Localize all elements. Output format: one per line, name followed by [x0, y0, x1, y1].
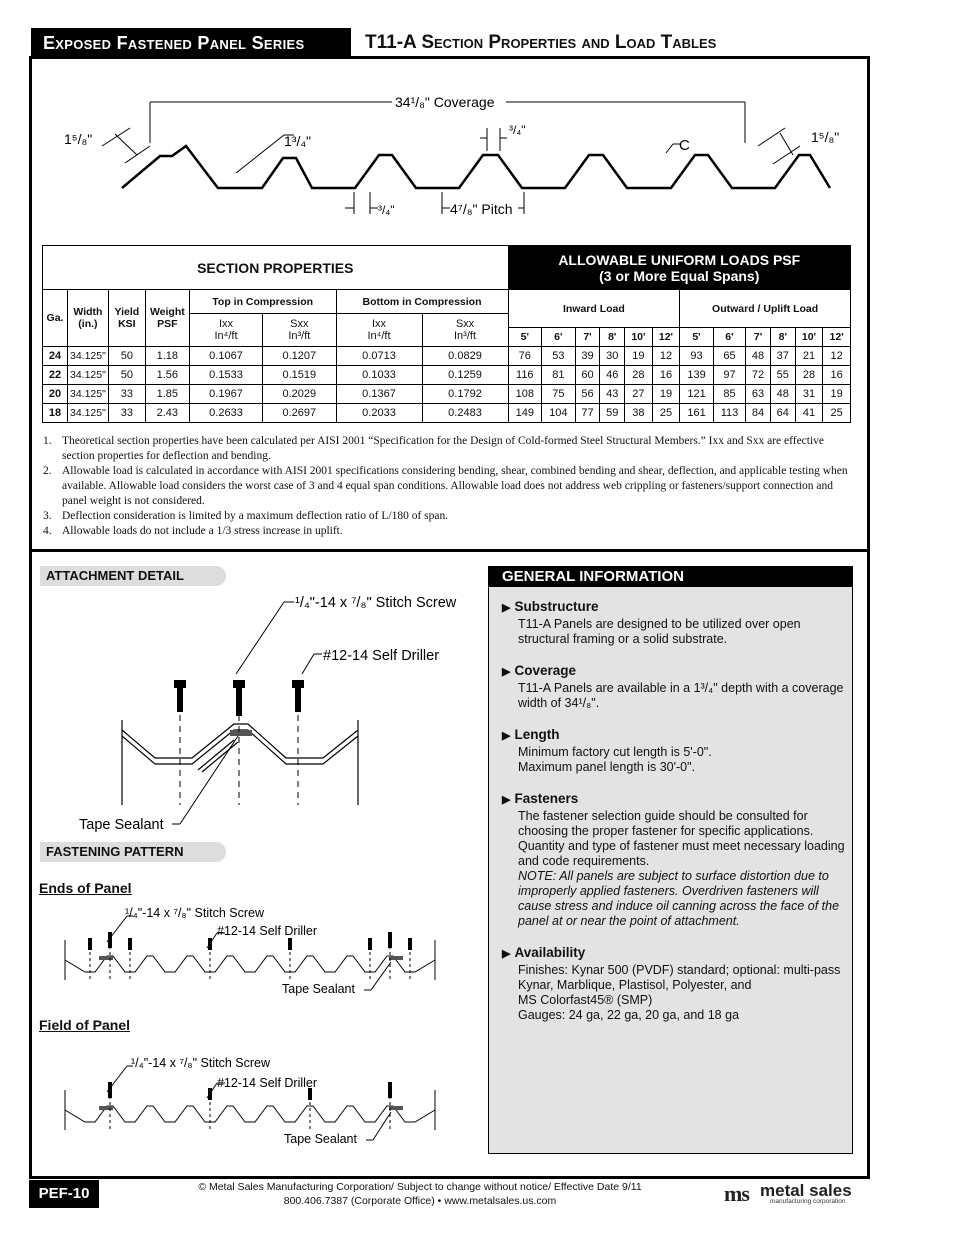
span-header: 8': [600, 328, 625, 347]
cell-width: 34.125": [68, 347, 109, 366]
cell-inward: 104: [542, 404, 576, 423]
cell-outward: 48: [770, 385, 795, 404]
section-properties-table: [42, 245, 851, 423]
general-info-text: Finishes: Kynar 500 (PVDF) standard; optional: multi-pass Kynar, Marblique, Plastisol, Polyester, and: [518, 963, 841, 992]
ixx-top-head: Ixx In⁴/ft: [189, 314, 262, 347]
web-label: 1³/₄": [284, 133, 312, 149]
span-header: 5': [508, 328, 542, 347]
cell-ixx-bot: 0.2033: [336, 404, 422, 423]
self-driller-label: #12-14 Self Driller: [323, 648, 440, 664]
general-info-section: [502, 662, 847, 711]
cell-inward: 25: [652, 404, 680, 423]
note-item: 4. Allowable loads do not include a 1/3 stress increase in uplift.: [43, 525, 343, 537]
cell-outward: 63: [746, 385, 771, 404]
triangle-icon: ▶: [502, 948, 511, 960]
profile-line: [122, 146, 830, 188]
general-info-heading: ▶ Fasteners: [502, 791, 579, 806]
cell-ixx-top: 0.1067: [189, 347, 262, 366]
cell-outward: 25: [823, 404, 851, 423]
table-row: [43, 385, 851, 404]
cell-yield: 33: [108, 404, 145, 423]
col-weight: Weight PSF: [145, 290, 189, 347]
general-info-text: Maximum panel length is 30'-0".: [518, 760, 696, 774]
general-info-note: NOTE: All panels are subject to surface distortion due to improperly applied fasteners. Overdriven fasteners will cause stress and induce oil canning across the face of the panel at or near the point of attachment.: [518, 869, 840, 928]
cell-ixx-top: 0.1967: [189, 385, 262, 404]
table-row: [43, 366, 851, 385]
triangle-icon: ▶: [502, 794, 511, 806]
cell-outward: 12: [823, 347, 851, 366]
general-info-text: Minimum factory cut length is 5'-0".: [518, 745, 712, 759]
cell-inward: 75: [542, 385, 576, 404]
general-info-section: [502, 726, 847, 775]
cell-outward: 65: [713, 347, 745, 366]
cell-outward: 84: [746, 404, 771, 423]
general-info-text: T11-A Panels are available in a 1³/₄" depth with a coverage width of 34¹/₈".: [518, 681, 844, 710]
cell-sxx-top: 0.2029: [263, 385, 336, 404]
metal-sales-logo: ms metal sales manufacturing corporation: [724, 1181, 852, 1206]
span-header: 12': [823, 328, 851, 347]
cell-inward: 77: [575, 404, 600, 423]
ends-of-panel-label: Ends of Panel: [39, 880, 132, 896]
cell-sxx-bot: 0.1259: [422, 366, 508, 385]
col-yield: Yield KSI: [108, 290, 145, 347]
page-number: PEF-10: [29, 1180, 99, 1208]
cell-inward: 28: [625, 366, 653, 385]
cell-width: 34.125": [68, 385, 109, 404]
cell-sxx-bot: 0.1792: [422, 385, 508, 404]
field-of-panel-diagram: [55, 1050, 455, 1160]
cell-ixx-bot: 0.0713: [336, 347, 422, 366]
cell-sxx-top: 0.1519: [263, 366, 336, 385]
general-info-text: T11-A Panels are designed to be utilized over open structural framing or a solid substrate.: [518, 617, 801, 646]
general-info-heading: ▶ Length: [502, 727, 560, 742]
col-ga: Ga.: [43, 290, 68, 347]
pitch-label: 4⁷/₈" Pitch: [450, 201, 513, 217]
series-title: Exposed Fastened Panel Series: [31, 28, 351, 58]
cell-outward: 113: [713, 404, 745, 423]
general-info-title: GENERAL INFORMATION: [488, 566, 853, 587]
general-info-text: Gauges: 24 ga, 22 ga, 20 ga, and 18 ga: [518, 1008, 740, 1022]
span-header: 12': [652, 328, 680, 347]
tape-sealant-label: Tape Sealant: [79, 817, 164, 833]
contact-line: 800.406.7387 (Corporate Office) • www.metalsales.us.com: [283, 1195, 557, 1207]
ends-of-panel-diagram: [55, 900, 455, 1010]
cell-width: 34.125": [68, 366, 109, 385]
col-inward: Inward Load: [508, 290, 680, 328]
cell-inward: 59: [600, 404, 625, 423]
height-right-label: 1⁵/₈": [811, 129, 840, 145]
cell-outward: 55: [770, 366, 795, 385]
sxx-bot-head: Sxx In³/ft: [422, 314, 508, 347]
triangle-icon: ▶: [502, 602, 511, 614]
cell-outward: 37: [770, 347, 795, 366]
height-left-label: 1⁵/₈": [64, 131, 93, 147]
footer-text: [120, 1180, 720, 1208]
general-info-section: [502, 790, 847, 929]
cell-outward: 72: [746, 366, 771, 385]
cell-inward: 16: [652, 366, 680, 385]
cell-outward: 19: [823, 385, 851, 404]
table-row: [43, 347, 851, 366]
coverage-label: 34¹/₈" Coverage: [395, 94, 495, 110]
general-info-content: [502, 598, 847, 1038]
cell-ixx-top: 0.1533: [189, 366, 262, 385]
cell-weight: 2.43: [145, 404, 189, 423]
cell-weight: 1.85: [145, 385, 189, 404]
field-stitch-screw-label: ¹/₄"-14 x ⁷/₈" Stitch Screw: [131, 1056, 270, 1070]
bottom-flat-label: ³/₄": [378, 203, 395, 217]
cell-inward: 76: [508, 347, 542, 366]
cell-inward: 27: [625, 385, 653, 404]
cell-inward: 39: [575, 347, 600, 366]
span-header: 7': [575, 328, 600, 347]
col-outward: Outward / Uplift Load: [680, 290, 851, 328]
note-item: 1. Theoretical section properties have been calculated per AISI 2001 “Specification for the Design of Cold-formed Steel Structural Members.” Ixx and Sxx are effective section properties for deflection and bending.: [43, 435, 825, 462]
triangle-icon: ▶: [502, 666, 511, 678]
cell-ixx-bot: 0.1367: [336, 385, 422, 404]
cell-inward: 53: [542, 347, 576, 366]
cell-sxx-bot: 0.2483: [422, 404, 508, 423]
cell-outward: 41: [795, 404, 823, 423]
span-header: 5': [680, 328, 714, 347]
page-title: T11-A Section Properties and Load Tables: [365, 32, 717, 53]
cell-inward: 19: [625, 347, 653, 366]
cell-inward: 12: [652, 347, 680, 366]
cell-ga: 22: [43, 366, 68, 385]
field-of-panel-label: Field of Panel: [39, 1017, 131, 1033]
cell-ga: 24: [43, 347, 68, 366]
note-item: 3. Deflection consideration is limited by a maximum deflection ratio of L/180 of span.: [43, 510, 449, 522]
general-info-heading: ▶ Substructure: [502, 599, 599, 614]
cell-outward: 16: [823, 366, 851, 385]
general-info-section: [502, 944, 847, 1023]
screw-icon: [174, 680, 304, 716]
note-item: 2. Allowable load is calculated in accordance with AISI 2001 specifications considering bending, shear, combined bending and shear, deflection, and applicable testing when available. Allowable load considers the worst case of 3 and 4 equal span conditions. Allowable load does not address web crippling or fasteners/support connection and panel weight is not considered.: [43, 465, 848, 507]
cell-inward: 38: [625, 404, 653, 423]
ends-self-driller-label: #12-14 Self Driller: [217, 924, 318, 938]
sxx-top-head: Sxx In³/ft: [263, 314, 336, 347]
stitch-screw-label: ¹/₄"-14 x ⁷/₈" Stitch Screw: [295, 595, 457, 611]
cell-yield: 33: [108, 385, 145, 404]
cell-sxx-top: 0.1207: [263, 347, 336, 366]
cell-sxx-bot: 0.0829: [422, 347, 508, 366]
general-info-heading: ▶ Coverage: [502, 663, 576, 678]
col-width: Width (in.): [68, 290, 109, 347]
cell-inward: 30: [600, 347, 625, 366]
cell-inward: 46: [600, 366, 625, 385]
attachment-detail-diagram: [40, 590, 480, 840]
cell-inward: 108: [508, 385, 542, 404]
cell-outward: 139: [680, 366, 714, 385]
cell-inward: 56: [575, 385, 600, 404]
cell-width: 34.125": [68, 404, 109, 423]
c-label: C: [679, 137, 690, 154]
span-header: 10': [795, 328, 823, 347]
general-info-heading: ▶ Availability: [502, 945, 586, 960]
cell-inward: 116: [508, 366, 542, 385]
cell-outward: 93: [680, 347, 714, 366]
cell-yield: 50: [108, 347, 145, 366]
section-properties-header: SECTION PROPERTIES: [43, 246, 509, 290]
triangle-icon: ▶: [502, 730, 511, 742]
cell-outward: 97: [713, 366, 745, 385]
span-header: 7': [746, 328, 771, 347]
cell-ixx-top: 0.2633: [189, 404, 262, 423]
cell-sxx-top: 0.2697: [263, 404, 336, 423]
section-divider: [29, 549, 870, 552]
top-flat-label: ³/₄": [509, 123, 526, 137]
span-header: 10': [625, 328, 653, 347]
cell-ga: 18: [43, 404, 68, 423]
general-info-text: The fastener selection guide should be consulted for choosing the proper fastener for specific applications. Quantity and type of fastener must meet necessary loading and code requirements.: [518, 809, 845, 868]
span-header: 8': [770, 328, 795, 347]
cell-yield: 50: [108, 366, 145, 385]
field-tape-sealant-label: Tape Sealant: [284, 1132, 357, 1146]
attachment-detail-title: ATTACHMENT DETAIL: [40, 566, 226, 586]
cell-inward: 60: [575, 366, 600, 385]
table-row: [43, 404, 851, 423]
cell-outward: 31: [795, 385, 823, 404]
cell-weight: 1.18: [145, 347, 189, 366]
cell-outward: 21: [795, 347, 823, 366]
general-info-text: MS Colorfast45® (SMP): [518, 993, 653, 1007]
col-bottom-compression: Bottom in Compression: [336, 290, 508, 314]
general-info-section: [502, 598, 847, 647]
cell-inward: 81: [542, 366, 576, 385]
notes-list: [43, 434, 848, 539]
cell-inward: 149: [508, 404, 542, 423]
cell-inward: 19: [652, 385, 680, 404]
cell-outward: 121: [680, 385, 714, 404]
span-header: 6': [542, 328, 576, 347]
cell-outward: 64: [770, 404, 795, 423]
cell-outward: 28: [795, 366, 823, 385]
col-top-compression: Top in Compression: [189, 290, 336, 314]
cell-ixx-bot: 0.1033: [336, 366, 422, 385]
cell-inward: 43: [600, 385, 625, 404]
ixx-bot-head: Ixx In⁴/ft: [336, 314, 422, 347]
cell-weight: 1.56: [145, 366, 189, 385]
fastening-pattern-title: FASTENING PATTERN: [40, 842, 226, 862]
cell-outward: 85: [713, 385, 745, 404]
panel-profile-diagram: [40, 88, 870, 228]
cell-ga: 20: [43, 385, 68, 404]
span-header: 6': [713, 328, 745, 347]
cell-outward: 48: [746, 347, 771, 366]
field-self-driller-label: #12-14 Self Driller: [217, 1076, 318, 1090]
ends-stitch-screw-label: ¹/₄"-14 x ⁷/₈" Stitch Screw: [125, 906, 264, 920]
ends-tape-sealant-label: Tape Sealant: [282, 982, 355, 996]
copyright-line: © Metal Sales Manufacturing Corporation/ Subject to change without notice/ Effective Date 9/11: [198, 1181, 642, 1193]
allowable-loads-header: ALLOWABLE UNIFORM LOADS PSF (3 or More Equal Spans): [508, 246, 850, 290]
cell-outward: 161: [680, 404, 714, 423]
